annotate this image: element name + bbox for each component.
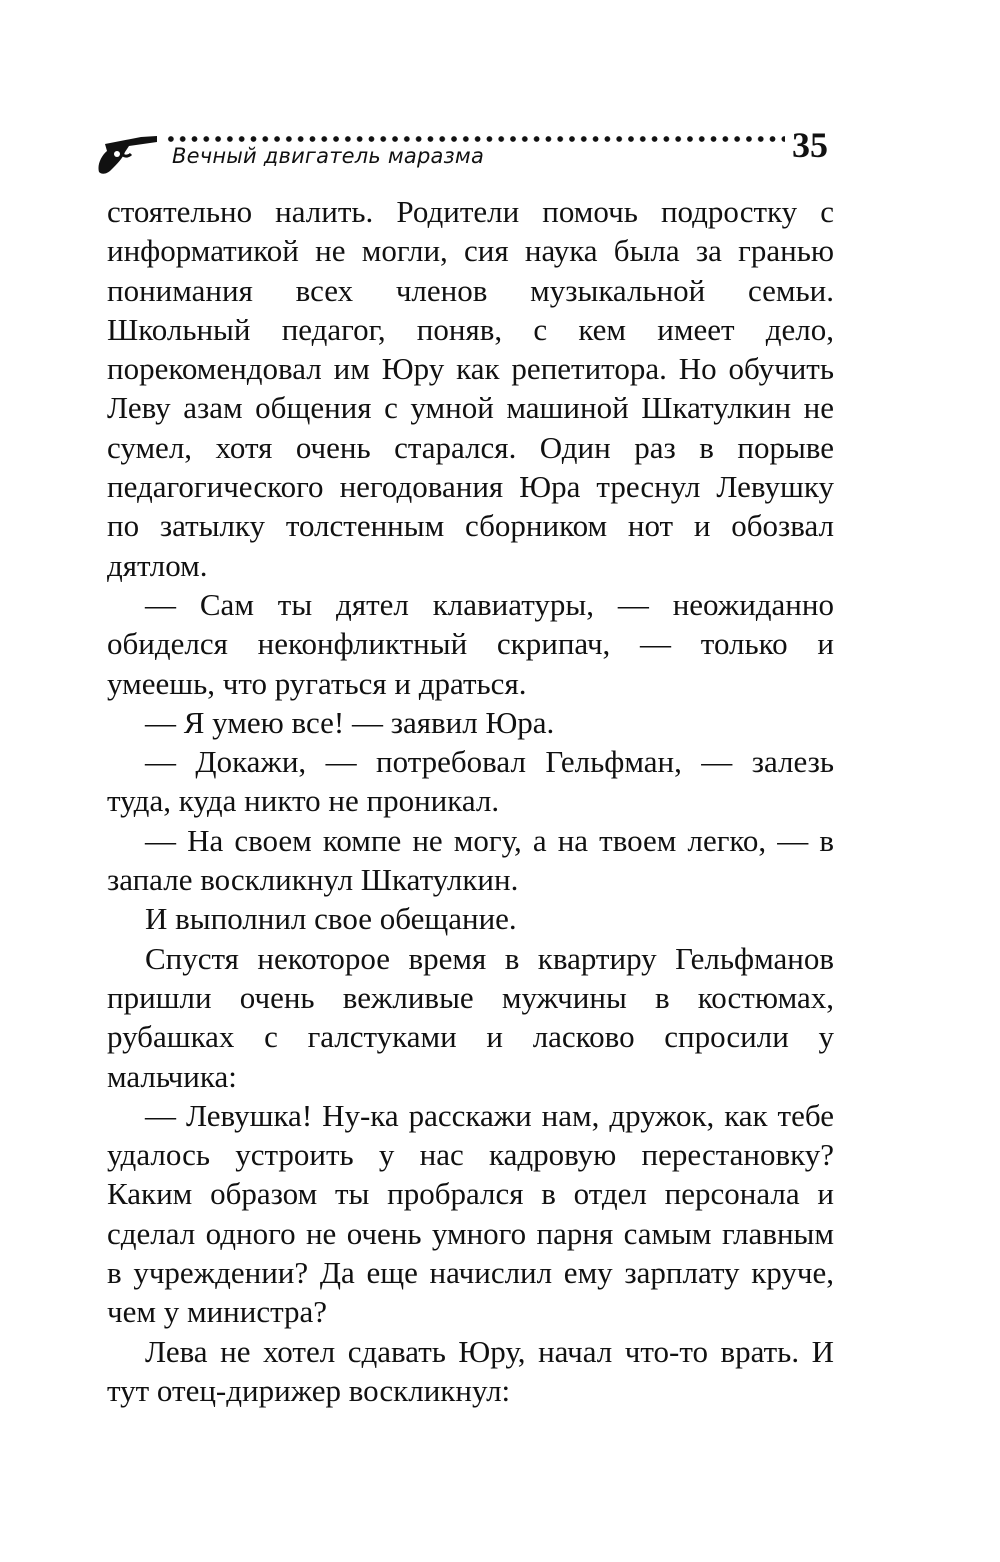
paragraph: Спустя некоторое время в квартиру Гельфманов пришли очень вежливые мужчины в костюмах, рубашках с галстуками и ласково спросили у мальчика:: [107, 940, 834, 1094]
page-header: [95, 118, 840, 188]
running-title: Вечный двигатель маразма: [172, 144, 485, 168]
paragraph: — Я умею все! — заявил Юра.: [145, 704, 555, 740]
paragraph: — На своем компе не могу, а на твоем легко, — в запале воскликнул Шкатулкин.: [107, 822, 834, 898]
paragraph: — Докажи, — потребовал Гельфман, — залезь туда, куда никто не проникал.: [107, 744, 834, 819]
paragraph: — Сам ты дятел клавиатуры, — неожиданно обиделся неконфликтный скрипач, — только и умеешь, что ругаться и драться.: [107, 586, 834, 701]
page-body-text: [107, 192, 834, 1410]
paragraph: стоятельно налить. Родители помочь подростку с информатикой не могли, сия наука была за гранью понимания всех членов музыкальной семьи. Школьный педагог, поняв, с кем имеет дело, порекомендовал им Юру как репетитора. Но обучить Леву азам общения с умной машиной Шкатулкин не сумел, хотя очень старался. Один раз в порыве педагогического негодования Юра треснул Левушку по затылку толстенным сборником нот и обозвал дятлом.: [107, 194, 834, 583]
revolver-icon: [95, 132, 165, 176]
page-number: 35: [792, 125, 828, 165]
paragraph: Лева не хотел сдавать Юру, начал что-то врать. И тут отец-дирижер воскликнул:: [107, 1333, 834, 1408]
dotted-rule: [165, 122, 785, 144]
paragraph: — Левушка! Ну-ка расскажи нам, дружок, как тебе удалось устроить у нас кадровую перестановку? Каким образом ты пробрался в отдел персонала и сделал одного не очень умного парня самым главным в учреждении? Да еще начислил ему зарплату круче, чем у министра?: [107, 1097, 834, 1330]
paragraph: И выполнил свое обещание.: [145, 901, 517, 937]
